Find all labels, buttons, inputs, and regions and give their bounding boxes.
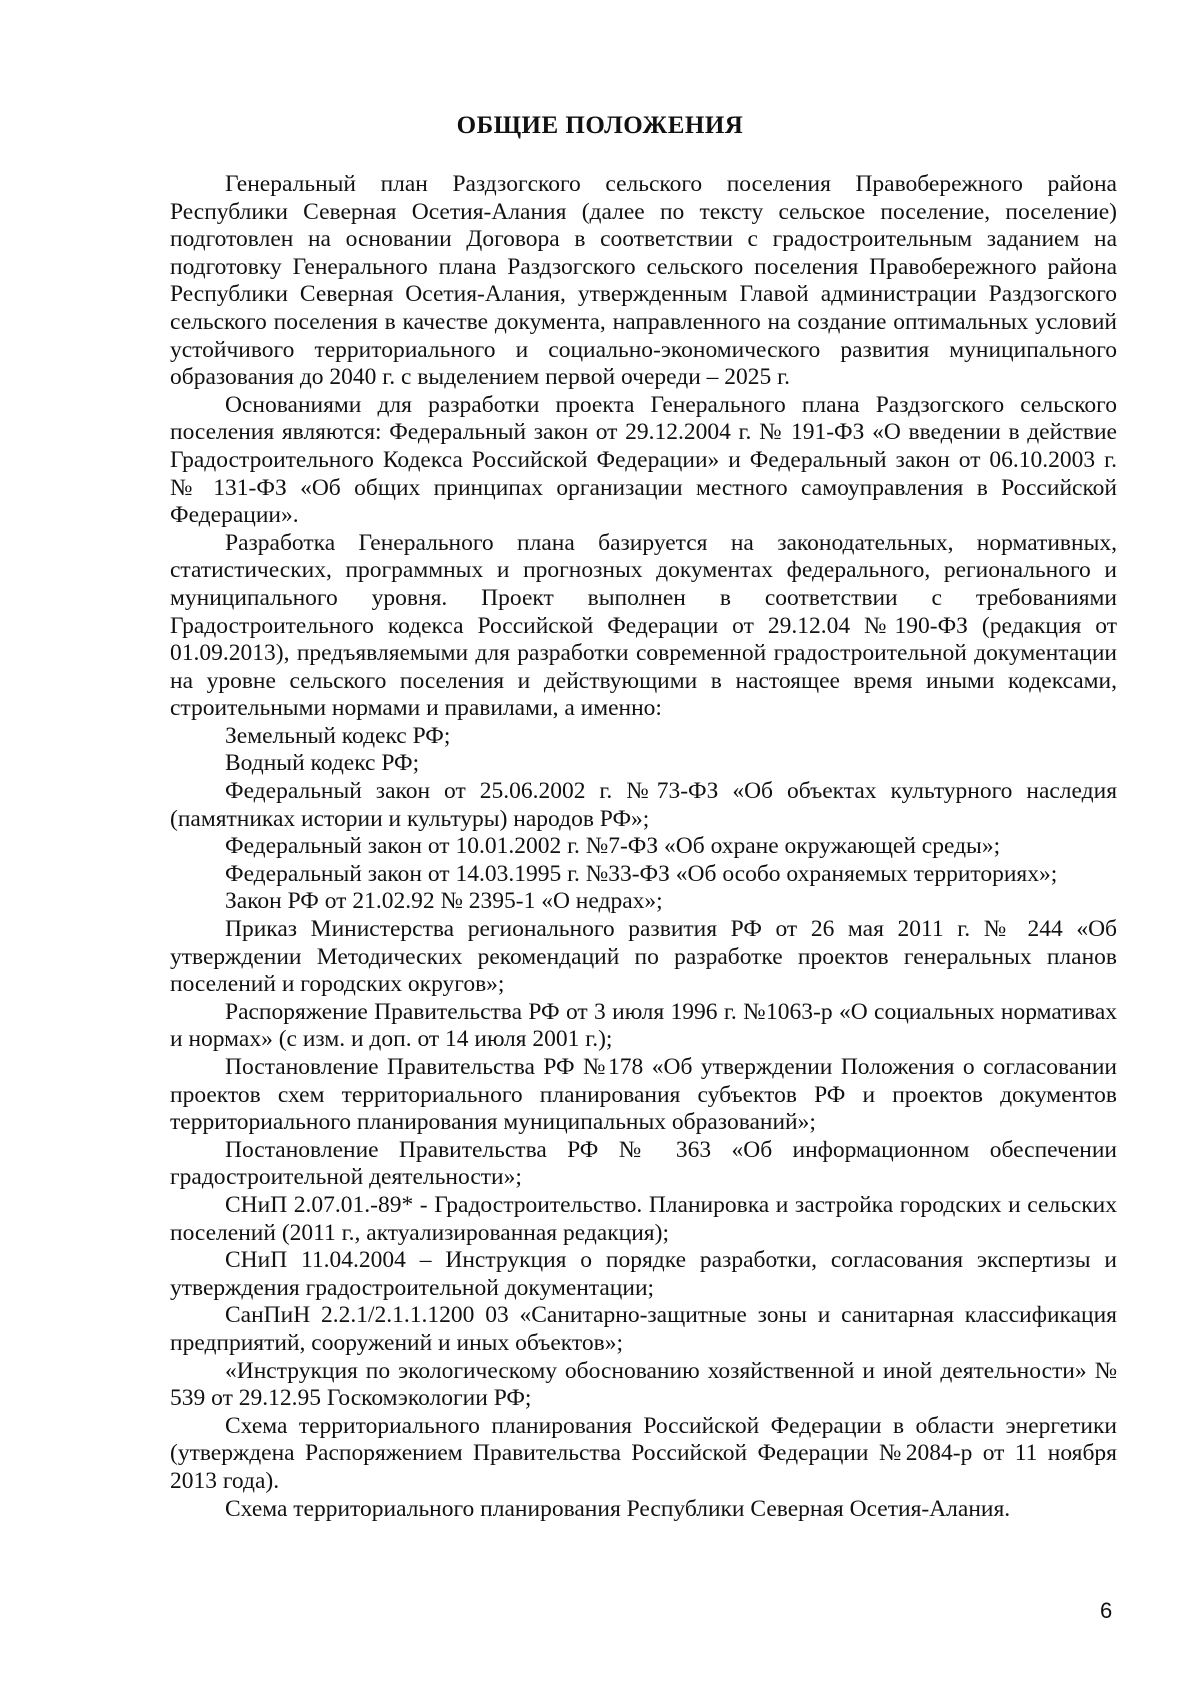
list-item-ministry-order: Приказ Министерства регионального развития РФ от 26 мая 2011 г. № 244 «Об утверждении Методических рекомендаций по разработке проектов генеральных планов поселений и городских округов»;	[170, 916, 1117, 998]
paragraph-regulatory-basis: Разработка Генерального плана базируется на законодательных, нормативных, статистических, программных и прогнозных документах федерального, регионального и муниципального уровня. Проект выполнен в соответствии с требованиями Градостроительного кодекса Российской Федерации от 29.12.04 №190-ФЗ (редакция от 01.09.2013), предъявляемыми для разработки современной градостроительной документации на уровне сельского поселения и действующими в настоящее время иными кодексами, строительными нормами и правилами, а именно:	[170, 529, 1117, 722]
list-item-ecology-instruction: «Инструкция по экологическому обоснованию хозяйственной и иной деятельности» № 539 от 29.12.95 Госкомэкологии РФ;	[170, 1357, 1117, 1412]
list-item-resolution-363: Постановление Правительства РФ № 363 «Об информационном обеспечении градостроительной деятельности»;	[170, 1136, 1117, 1191]
list-item-environment-law: Федеральный закон от 10.01.2002 г. №7-ФЗ «Об охране окружающей среды»;	[225, 833, 1001, 860]
list-item-protected-areas-law: Федеральный закон от 14.03.1995 г. №33-ФЗ «Об особо охраняемых территориях»;	[225, 860, 1058, 887]
page-title: ОБЩИЕ ПОЛОЖЕНИЯ	[456, 112, 744, 139]
list-item-sanpin: СанПиН 2.2.1/2.1.1.1200 03 «Санитарно-защитные зоны и санитарная классификация предприятий, сооружений и иных объектов»;	[170, 1302, 1117, 1356]
paragraph-legal-grounds: Основаниями для разработки проекта Генерального плана Раздзогского сельского поселения являются: Федеральный закон от 29.12.2004 г. № 191-ФЗ «О введении в действие Градостроительного Кодекса Российской Федерации» и Федеральный закон от 06.10.2003 г. № 131-ФЗ «Об общих принципах организации местного самоуправления в Российской Федерации».	[170, 391, 1117, 529]
paragraph-general-plan: Генеральный план Раздзогского сельского поселения Правобережного района Республики Северная Осетия-Алания (далее по тексту сельское поселение, поселение) подготовлен на основании Договора в соответствии с градостроительным заданием на подготовку Генерального плана Раздзогского сельского поселения Правобережного района Республики Северная Осетия-Алания, утвержденным Главой администрации Раздзогского сельского поселения в качестве документа, направленного на создание оптимальных условий устойчивого территориального и социально-экономического развития муниципального образования до 2040 г. с выделением первой очереди – 2025 г.	[170, 171, 1117, 391]
list-item-cultural-heritage-law: Федеральный закон от 25.06.2002 г. №73-ФЗ «Об объектах культурного наследия (памятниках истории и культуры) народов РФ»;	[170, 778, 1117, 832]
list-item-regional-scheme: Схема территориального планирования Республики Северная Осетия-Алания.	[225, 1495, 1011, 1522]
list-item-snip-2-07-01: СНиП 2.07.01.-89* - Градостроительство. Планировка и застройка городских и сельских поселений (2011 г., актуализированная редакция);	[170, 1191, 1117, 1246]
list-item-energy-scheme: Схема территориального планирования Российской Федерации в области энергетики (утверждена Распоряжением Правительства Российской Федерации №2084-р от 11 ноября 2013 года).	[170, 1412, 1117, 1494]
list-item-water-code: Водный кодекс РФ;	[225, 750, 420, 777]
list-item-land-code: Земельный кодекс РФ;	[225, 722, 451, 749]
list-item-government-order-1063: Распоряжение Правительства РФ от 3 июля 1996 г. №1063-р «О социальных нормативах и нормах» (с изм. и доп. от 14 июля 2001 г.);	[170, 998, 1117, 1053]
list-item-subsoil-law: Закон РФ от 21.02.92 № 2395-1 «О недрах»;	[225, 888, 663, 915]
list-item-resolution-178: Постановление Правительства РФ №178 «Об утверждении Положения о согласовании проектов схем территориального планирования субъектов РФ и проектов документов территориального планирования муниципальных образований»;	[170, 1054, 1117, 1136]
document-body	[170, 171, 1117, 1523]
list-item-snip-11-04: СНиП 11.04.2004 – Инструкция о порядке разработки, согласования экспертизы и утверждения градостроительной документации;	[170, 1247, 1117, 1301]
page-number: 6	[1100, 1598, 1113, 1623]
